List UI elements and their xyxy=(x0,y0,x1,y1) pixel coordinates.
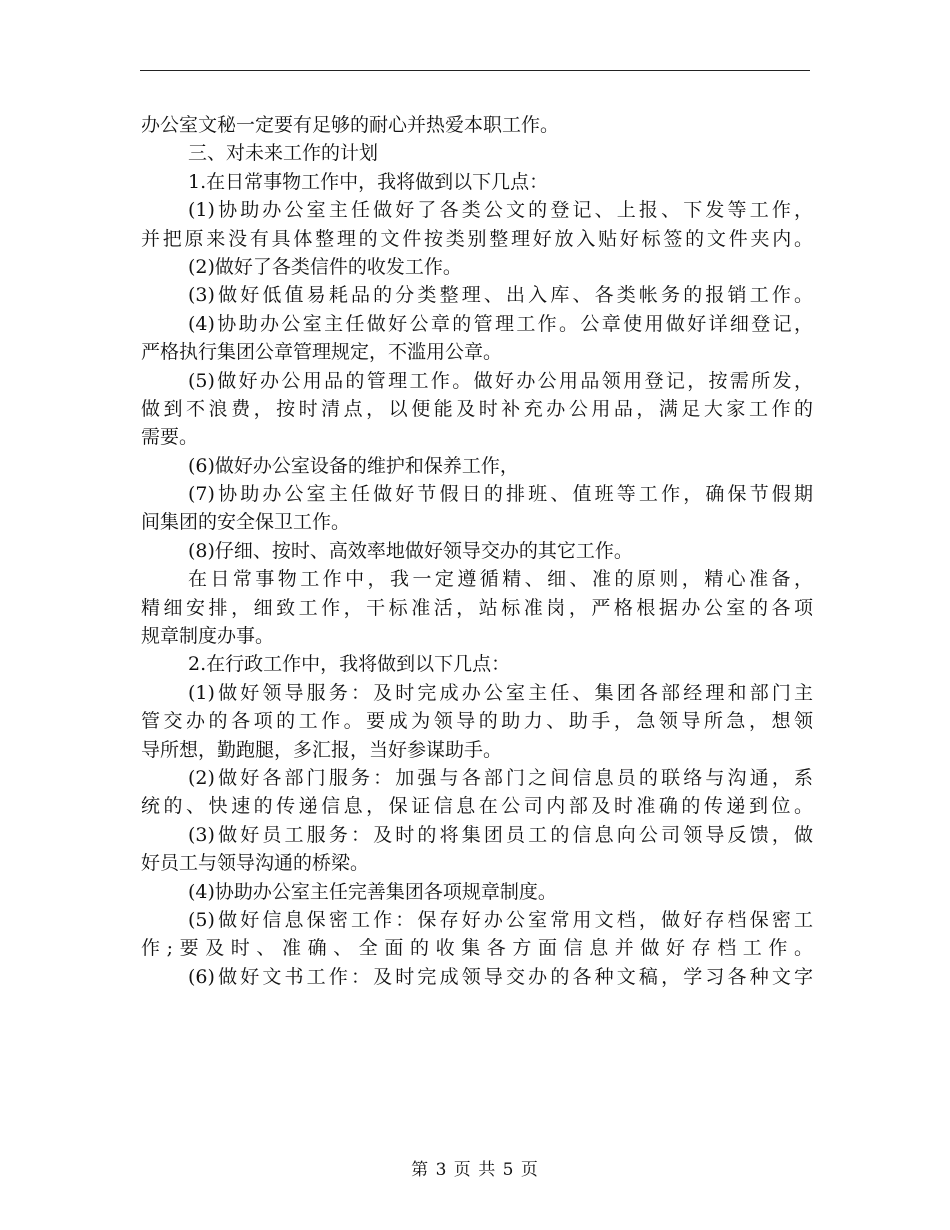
text-line: 严格执行集团公章管理规定，不滥用公章。 xyxy=(141,341,503,364)
text-line: 三、对未来工作的计划 xyxy=(188,142,379,165)
text-line: 需要。 xyxy=(141,426,199,449)
text-line: (2)做好各部门服务：加强与各部门之间信息员的联络与沟通，系 xyxy=(188,766,813,789)
text-line: 好员工与领导沟通的桥梁。 xyxy=(141,852,370,875)
text-line: (1)做好领导服务：及时完成办公室主任、集团各部经理和部门主 xyxy=(188,681,813,704)
text-line: (4)协助办公室主任做好公章的管理工作。公章使用做好详细登记， xyxy=(188,312,813,335)
text-line: 规章制度办事。 xyxy=(141,625,275,648)
text-line: 导所想，勤跑腿，多汇报，当好参谋助手。 xyxy=(141,738,503,761)
text-line: (5)做好信息保密工作：保存好办公室常用文档，做好存档保密工 xyxy=(188,908,813,931)
text-line: (3)做好员工服务：及时的将集团员工的信息向公司领导反馈，做 xyxy=(188,823,813,846)
text-line: 作;要及时、准确、全面的收集各方面信息并做好存档工作。 xyxy=(141,937,813,960)
text-line: 办公室文秘一定要有足够的耐心并热爱本职工作。 xyxy=(141,114,560,136)
header-rule xyxy=(140,70,810,71)
text-line: 做到不浪费，按时清点，以便能及时补充办公用品，满足大家工作的 xyxy=(141,397,813,420)
text-line: 1.在日常事物工作中，我将做到以下几点： xyxy=(188,170,549,193)
text-line: 管交办的各项的工作。要成为领导的助力、助手，急领导所急，想领 xyxy=(141,710,813,733)
text-line: (7)协助办公室主任做好节假日的排班、值班等工作，确保节假期 xyxy=(188,483,813,506)
document-body xyxy=(141,111,813,991)
page-footer: 第 3 页 共 5 页 xyxy=(411,1160,539,1180)
text-line: (2)做好了各类信件的收发工作。 xyxy=(188,255,462,278)
text-line: (4)协助办公室主任完善集团各项规章制度。 xyxy=(188,880,557,903)
text-line: 并把原来没有具体整理的文件按类别整理好放入贴好标签的文件夹内。 xyxy=(141,227,813,250)
text-line: (1)协助办公室主任做好了各类公文的登记、上报、下发等工作， xyxy=(188,199,813,222)
text-line: 间集团的安全保卫工作。 xyxy=(141,511,351,534)
text-line: (3)做好低值易耗品的分类整理、出入库、各类帐务的报销工作。 xyxy=(188,284,813,307)
text-line: 精细安排，细致工作，干标准活，站标准岗，严格根据办公室的各项 xyxy=(141,596,813,619)
text-line: (6)做好办公室设备的维护和保养工作， xyxy=(188,454,519,477)
text-line: (6)做好文书工作：及时完成领导交办的各种文稿，学习各种文字 xyxy=(188,965,813,988)
text-line: 统的、快速的传递信息，保证信息在公司内部及时准确的传递到位。 xyxy=(141,795,813,818)
text-line: 2.在行政工作中，我将做到以下几点： xyxy=(188,653,511,676)
text-line: (5)做好办公用品的管理工作。做好办公用品领用登记，按需所发， xyxy=(188,369,813,392)
text-line: 在日常事物工作中，我一定遵循精、细、准的原则，精心准备， xyxy=(188,568,813,591)
text-line: (8)仔细、按时、高效率地做好领导交办的其它工作。 xyxy=(188,539,633,562)
